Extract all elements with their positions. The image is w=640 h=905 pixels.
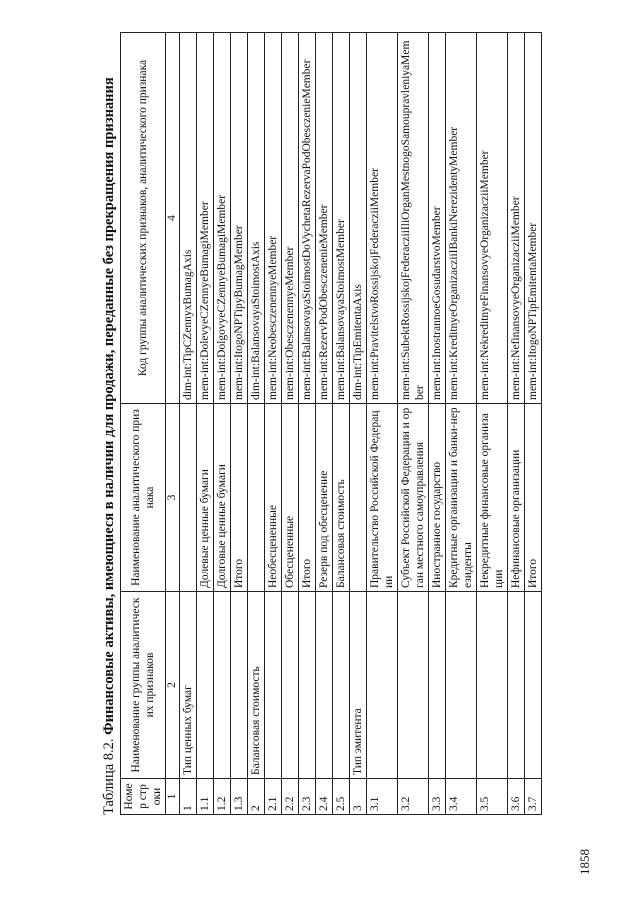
header-cell-group-name: Наименование группы аналитических признаков [121, 592, 166, 779]
row-number-cell: 2.1 [265, 779, 282, 815]
header-number-cell: 3 [166, 404, 180, 592]
code-cell: mem-int:ItogoNPTipyBumagMember [231, 33, 248, 404]
table-row [299, 33, 316, 815]
group-name-cell [299, 592, 316, 779]
data-table [120, 32, 542, 815]
code-cell: mem-int:NeobesczenennyeMember [265, 33, 282, 404]
row-number-cell: 1.1 [197, 779, 214, 815]
feature-name-cell: Некредитные финансовые организации [477, 404, 508, 592]
code-cell: mem-int:SubektRossijskojFederacziiIliOrganMestnogoSamoupravleniyaMember [398, 33, 429, 404]
group-name-cell [214, 592, 231, 779]
row-number-cell: 3.2 [398, 779, 429, 815]
feature-name-cell [248, 404, 265, 592]
group-name-cell [231, 592, 248, 779]
feature-name-cell: Правительство Российской Федерации [367, 404, 398, 592]
feature-name-cell: Обесцененные [282, 404, 299, 592]
table-row [231, 33, 248, 815]
table-row [508, 33, 525, 815]
row-number-cell: 1 [180, 779, 197, 815]
header-number-cell: 1 [166, 779, 180, 815]
code-cell: mem-int:BalansovayaStoimostMember [333, 33, 350, 404]
row-number-cell: 3.4 [446, 779, 477, 815]
header-cell-feature-name: Наименование аналитического признака [121, 404, 166, 592]
title-bold: Финансовые активы, имеющиеся в наличии для продажи, переданные без прекращения признания [101, 77, 117, 735]
code-cell: mem-int:NekreditnyeFinansovyeOrganizacziiMember [477, 33, 508, 404]
page-title [100, 15, 118, 815]
table-body [180, 33, 542, 815]
group-name-cell [282, 592, 299, 779]
header-number-row [166, 33, 180, 815]
row-number-cell: 2 [248, 779, 265, 815]
header-number-cell: 2 [166, 592, 180, 779]
code-cell: mem-int:BalansovayaStoimostDoVychetaRezervaPodObesczenieMember [299, 33, 316, 404]
group-name-cell [525, 592, 542, 779]
group-name-cell [446, 592, 477, 779]
table-row [265, 33, 282, 815]
code-cell: mem-int:NefinansovyeOrganizacziiMember [508, 33, 525, 404]
group-name-cell [316, 592, 333, 779]
group-name-cell: Тип ценных бумаг [180, 592, 197, 779]
feature-name-cell: Резерв под обесценение [316, 404, 333, 592]
group-name-cell [265, 592, 282, 779]
group-name-cell: Балансовая стоимость [248, 592, 265, 779]
row-number-cell: 1.2 [214, 779, 231, 815]
row-number-cell: 2.5 [333, 779, 350, 815]
table-row [333, 33, 350, 815]
group-name-cell [333, 592, 350, 779]
code-cell: dim-int:BalansovayaStoimostAxis [248, 33, 265, 404]
table-row [429, 33, 446, 815]
code-cell: mem-int:PravitelstvoRossijskojFederacziiMember [367, 33, 398, 404]
code-cell: mem-int:RezervPodObesczenenieMember [316, 33, 333, 404]
feature-name-cell: Итого [231, 404, 248, 592]
table-row [214, 33, 231, 815]
code-cell: mem-int:InostrannoeGosudarstvoMember [429, 33, 446, 404]
table-row [477, 33, 508, 815]
group-name-cell [197, 592, 214, 779]
table-row [180, 33, 197, 815]
feature-name-cell: Итого [299, 404, 316, 592]
code-cell: mem-int:DolgovyeCZennyeBumagiMember [214, 33, 231, 404]
row-number-cell: 3.1 [367, 779, 398, 815]
table-row [350, 33, 367, 815]
code-cell: dim-int:TipEmitentaAxis [350, 33, 367, 404]
code-cell: mem-int:KreditnyeOrganizacziiIBankiNerezidentyMember [446, 33, 477, 404]
table-row [197, 33, 214, 815]
feature-name-cell: Иностранное государство [429, 404, 446, 592]
feature-name-cell: Итого [525, 404, 542, 592]
row-number-cell: 3.7 [525, 779, 542, 815]
table-row [316, 33, 333, 815]
header-cell-code: Код группы аналитических признаков, аналитического признака [121, 33, 166, 404]
row-number-cell: 2.4 [316, 779, 333, 815]
feature-name-cell: Субъект Российской Федерации и орган местного самоуправления [398, 404, 429, 592]
group-name-cell [477, 592, 508, 779]
table-row [367, 33, 398, 815]
row-number-cell: 2.3 [299, 779, 316, 815]
feature-name-cell: Долговые ценные бумаги [214, 404, 231, 592]
row-number-cell: 2.2 [282, 779, 299, 815]
feature-name-cell: Долевые ценные бумаги [197, 404, 214, 592]
group-name-cell [508, 592, 525, 779]
feature-name-cell: Необесцененные [265, 404, 282, 592]
row-number-cell: 1.3 [231, 779, 248, 815]
table-row [446, 33, 477, 815]
header-cell-row-number: Номер строки [121, 779, 166, 815]
row-number-cell: 3.5 [477, 779, 508, 815]
table-row [248, 33, 265, 815]
code-cell: mem-int:ObesczenennyeMember [282, 33, 299, 404]
group-name-cell [429, 592, 446, 779]
group-name-cell [398, 592, 429, 779]
group-name-cell [367, 592, 398, 779]
table-row [398, 33, 429, 815]
header-row [121, 33, 166, 815]
group-name-cell: Тип эмитента [350, 592, 367, 779]
code-cell: dim-int:TipCZennyxBumagAxis [180, 33, 197, 404]
code-cell: mem-int:DolevyeCZennyeBumagiMember [197, 33, 214, 404]
feature-name-cell [350, 404, 367, 592]
row-number-cell: 3.3 [429, 779, 446, 815]
table-row [525, 33, 542, 815]
page-number: 1858 [577, 849, 592, 875]
feature-name-cell: Нефинансовые организации [508, 404, 525, 592]
table-row [282, 33, 299, 815]
row-number-cell: 3.6 [508, 779, 525, 815]
feature-name-cell [180, 404, 197, 592]
title-prefix: Таблица 8.2. [101, 734, 117, 815]
feature-name-cell: Балансовая стоимость [333, 404, 350, 592]
code-cell: mem-int:ItogoNPTipEmitentaMember [525, 33, 542, 404]
feature-name-cell: Кредитные организации и банки-нерезиденты [446, 404, 477, 592]
row-number-cell: 3 [350, 779, 367, 815]
header-number-cell: 4 [166, 33, 180, 404]
